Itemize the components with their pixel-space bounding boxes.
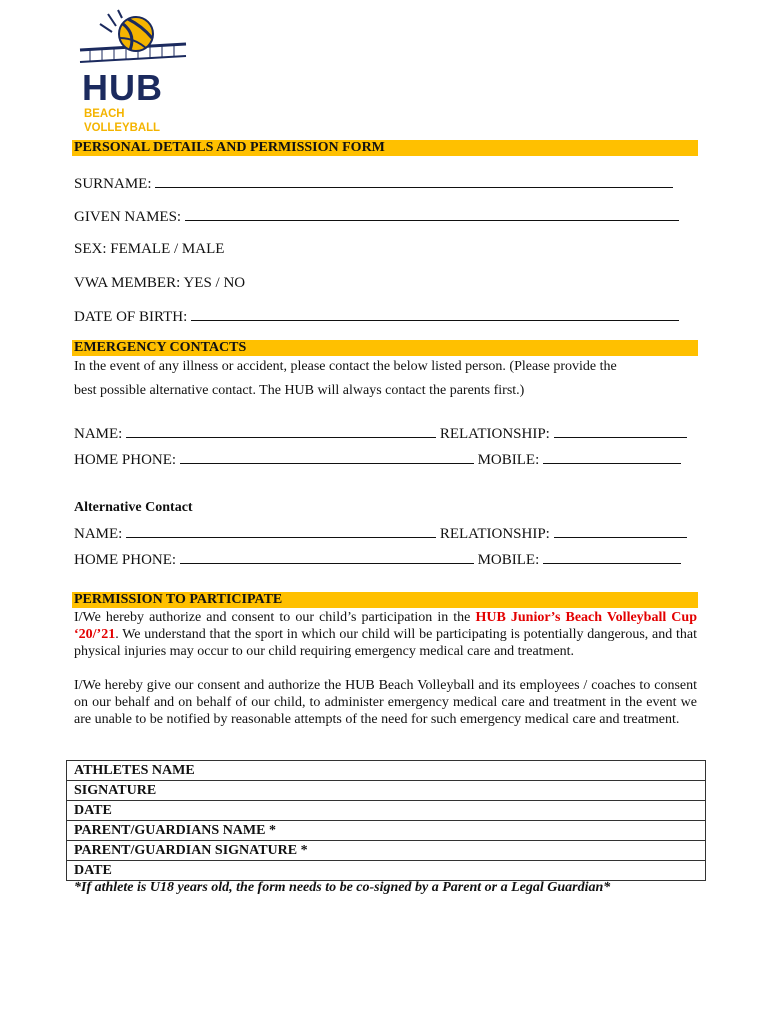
guardian-signature-cell[interactable]: PARENT/GUARDIAN SIGNATURE * xyxy=(67,841,706,861)
dob-label: DATE OF BIRTH: xyxy=(74,309,188,325)
given-names-row xyxy=(74,207,679,226)
sex-line[interactable]: SEX: FEMALE / MALE xyxy=(74,241,225,257)
contact-name-row xyxy=(74,424,687,443)
alt-mobile-label: MOBILE: xyxy=(477,552,540,568)
surname-field[interactable] xyxy=(155,174,673,188)
alternative-contact-heading: Alternative Contact xyxy=(74,500,193,515)
guardian-name-cell[interactable]: PARENT/GUARDIANS NAME * xyxy=(67,821,706,841)
alt-contact-name-field[interactable] xyxy=(126,524,436,538)
alt-contact-name-label: NAME: xyxy=(74,526,123,542)
alt-home-phone-label: HOME PHONE: xyxy=(74,552,177,568)
dob-field[interactable] xyxy=(191,307,679,321)
dob-row xyxy=(74,307,679,326)
contact-phone-row xyxy=(74,450,681,469)
u18-footnote: *If athlete is U18 years old, the form needs to be co-signed by a Parent or a Legal Guardian* xyxy=(74,880,611,895)
surname-label: SURNAME: xyxy=(74,176,152,192)
personal-details-heading: PERSONAL DETAILS AND PERMISSION FORM xyxy=(72,140,698,156)
signature-table xyxy=(66,760,706,881)
athlete-date-cell[interactable]: DATE xyxy=(67,801,706,821)
contact-name-field[interactable] xyxy=(126,424,436,438)
table-row xyxy=(67,801,706,821)
table-row xyxy=(67,821,706,841)
alt-relationship-field[interactable] xyxy=(554,524,687,538)
relationship-field[interactable] xyxy=(554,424,687,438)
given-names-label: GIVEN NAMES: xyxy=(74,209,182,225)
home-phone-label: HOME PHONE: xyxy=(74,452,177,468)
alt-contact-phone-row xyxy=(74,550,681,569)
permission-heading: PERMISSION TO PARTICIPATE xyxy=(72,592,698,608)
permission-p1-before: I/We hereby authorize and consent to our child’s participation in the xyxy=(74,610,476,625)
given-names-field[interactable] xyxy=(185,207,679,221)
emergency-contacts-heading: EMERGENCY CONTACTS xyxy=(72,340,698,356)
mobile-label: MOBILE: xyxy=(477,452,540,468)
table-row xyxy=(67,841,706,861)
mobile-field[interactable] xyxy=(543,450,681,464)
relationship-label: RELATIONSHIP: xyxy=(439,426,550,442)
event-name: HUB Junior’s Beach Volleyball Cup ‘20/’21 xyxy=(74,610,697,642)
alt-contact-name-row xyxy=(74,524,687,543)
permission-paragraph-1 xyxy=(74,609,697,660)
permission-paragraph-2: I/We hereby give our consent and authorize the HUB Beach Volleyball and its employees / coaches to consent on our behalf and on behalf of our child, to administer emergency medical care and treatment in the event we are unable to be notified by reasonable attempts of the need for such emergency medical care and treatment. xyxy=(74,678,697,727)
hub-logo xyxy=(78,8,203,134)
guardian-date-cell[interactable]: DATE xyxy=(67,861,706,881)
home-phone-field[interactable] xyxy=(180,450,474,464)
permission-p1-after: . We understand that the sport in which our child will be participating is potentially dangerous, and that physical injuries may occur to our child requiring emergency medical care and treatment. xyxy=(74,627,697,659)
alt-relationship-label: RELATIONSHIP: xyxy=(439,526,550,542)
vwa-member-line[interactable]: VWA MEMBER: YES / NO xyxy=(74,275,246,291)
athlete-signature-cell[interactable]: SIGNATURE xyxy=(67,781,706,801)
logo-brand: HUB xyxy=(82,67,163,108)
table-row xyxy=(67,761,706,781)
emergency-intro-line-2: best possible alternative contact. The HUB will always contact the parents first.) xyxy=(74,383,525,398)
surname-row xyxy=(74,174,673,193)
table-row xyxy=(67,861,706,881)
athletes-name-cell[interactable]: ATHLETES NAME xyxy=(67,761,706,781)
contact-name-label: NAME: xyxy=(74,426,123,442)
table-row xyxy=(67,781,706,801)
alt-mobile-field[interactable] xyxy=(543,550,681,564)
alt-home-phone-field[interactable] xyxy=(180,550,474,564)
emergency-intro-line-1: In the event of any illness or accident, please contact the below listed person. (Please provide the xyxy=(74,359,617,374)
logo-tagline: BEACH VOLLEYBALL xyxy=(84,106,160,134)
